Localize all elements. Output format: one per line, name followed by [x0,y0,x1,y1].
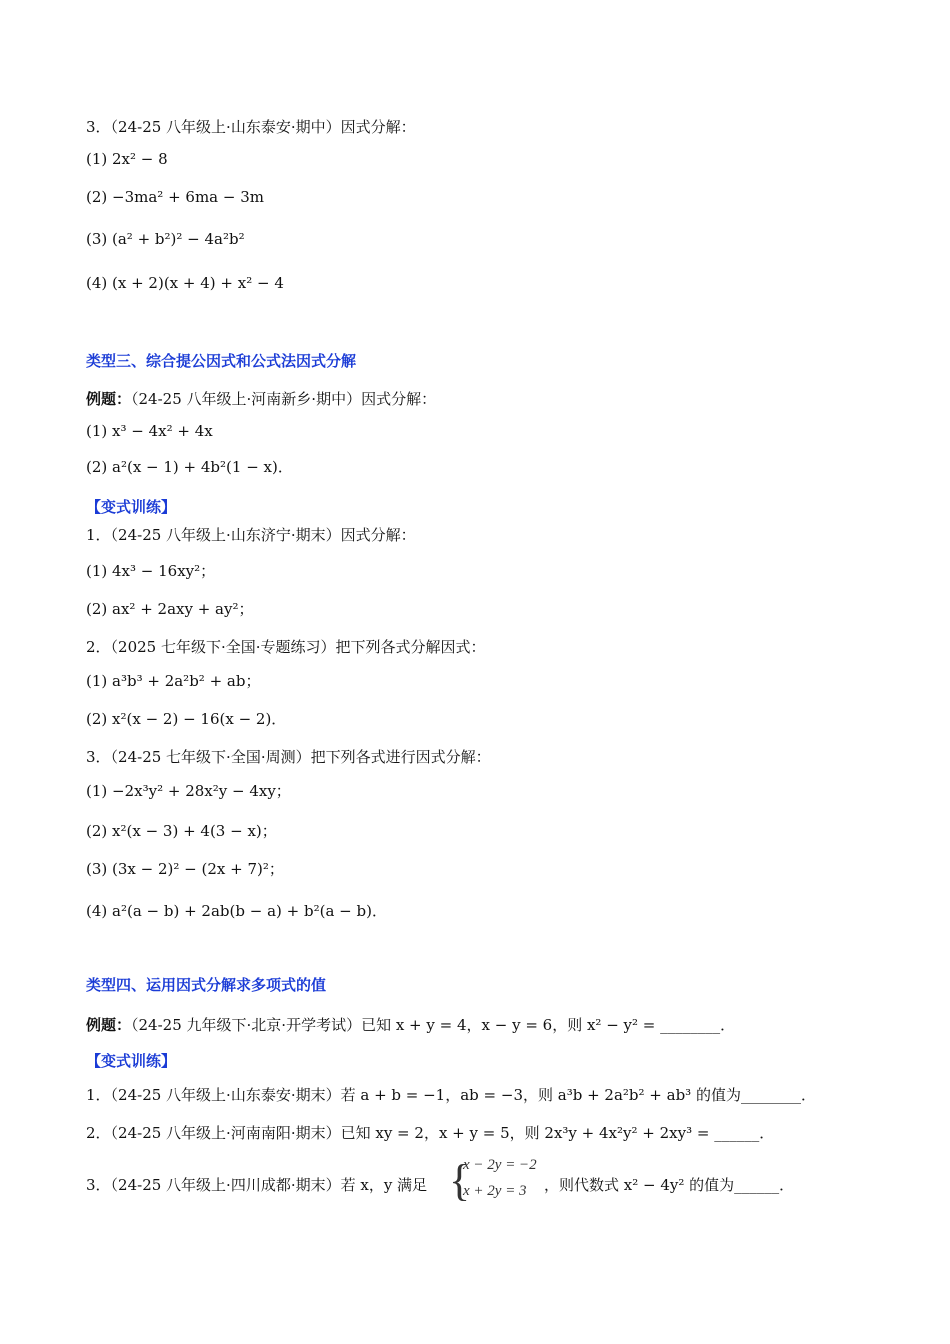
example-part-1: (1) x³ − 4x² + 4x [86,422,213,440]
training-3-part-3: (3) (3x − 2)² − (2x + 7)²； [86,860,284,878]
training-label: 【变式训练】 [86,498,177,516]
problem-3-part-1: (1) 2x² − 8 [86,150,168,168]
section-heading-type-3: 类型三、综合提公因式和公式法因式分解 [86,352,357,370]
example-part-2: (2) a²(x − 1) + 4b²(1 − x)． [86,458,293,476]
equation-row-2: x + 2y = 3 [463,1183,527,1199]
example-label: 例题： [86,1016,132,1034]
training-1-title: 1．（24-25 八年级上·山东济宁·期末）因式分解： [86,526,416,544]
equation-system [449,1157,541,1207]
example-type-4 [86,1014,735,1036]
problem-3-title: 3．（24-25 八年级上·山东泰安·期中）因式分解： [86,118,416,136]
training-2-part-2: (2) x²(x − 2) − 16(x − 2)． [86,710,287,728]
type-4-training-1: 1．（24-25 八年级上·山东泰安·期末）若 a + b = −1，ab = −3，则 a³b + 2a²b² + ab³ 的值为________． [86,1086,816,1104]
problem-3-part-2: (2) −3ma² + 6ma − 3m [86,188,264,206]
example-label: 例题： [86,390,132,408]
type-4-training-3-end: ，则代数式 x² − 4y² 的值为______． [544,1176,795,1194]
problem-3-part-3: (3) (a² + b²)² − 4a²b² [86,230,245,248]
training-3-title: 3．（24-25 七年级下·全国·周测）把下列各式进行因式分解： [86,748,491,766]
section-heading-type-4: 类型四、运用因式分解求多项式的值 [86,976,327,994]
training-1-part-1: (1) 4x³ − 16xy²； [86,562,216,580]
example-text: （24-25 八年级上·河南新乡·期中）因式分解： [131,390,437,408]
left-brace-icon: { [449,1156,471,1205]
example-text: （24-25 九年级下·北京·开学考试）已知 x + y = 4，x − y = 6，则 x² − y² = ________． [131,1016,736,1034]
training-3-part-4: (4) a²(a − b) + 2ab(b − a) + b²(a − b)． [86,902,387,920]
example-type-3 [86,388,436,410]
equation-row-1: x − 2y = −2 [463,1157,537,1173]
training-label-type-4: 【变式训练】 [86,1052,177,1070]
problem-3-part-4: (4) (x + 2)(x + 4) + x² − 4 [86,274,284,292]
type-4-training-2: 2．（24-25 八年级上·河南南阳·期末）已知 xy = 2，x + y = 5，则 2x³y + 4x²y² + 2xy³ = ______． [86,1124,775,1142]
type-4-training-3-start: 3．（24-25 八年级上·四川成都·期末）若 x，y 满足 [86,1176,428,1194]
training-3-part-2: (2) x²(x − 3) + 4(3 − x)； [86,822,277,840]
training-3-part-1: (1) −2x³y² + 28x²y − 4xy； [86,782,291,800]
training-2-part-1: (1) a³b³ + 2a²b² + ab； [86,672,261,690]
training-2-title: 2．（2025 七年级下·全国·专题练习）把下列各式分解因式： [86,638,486,656]
training-1-part-2: (2) ax² + 2axy + ay²； [86,600,254,618]
